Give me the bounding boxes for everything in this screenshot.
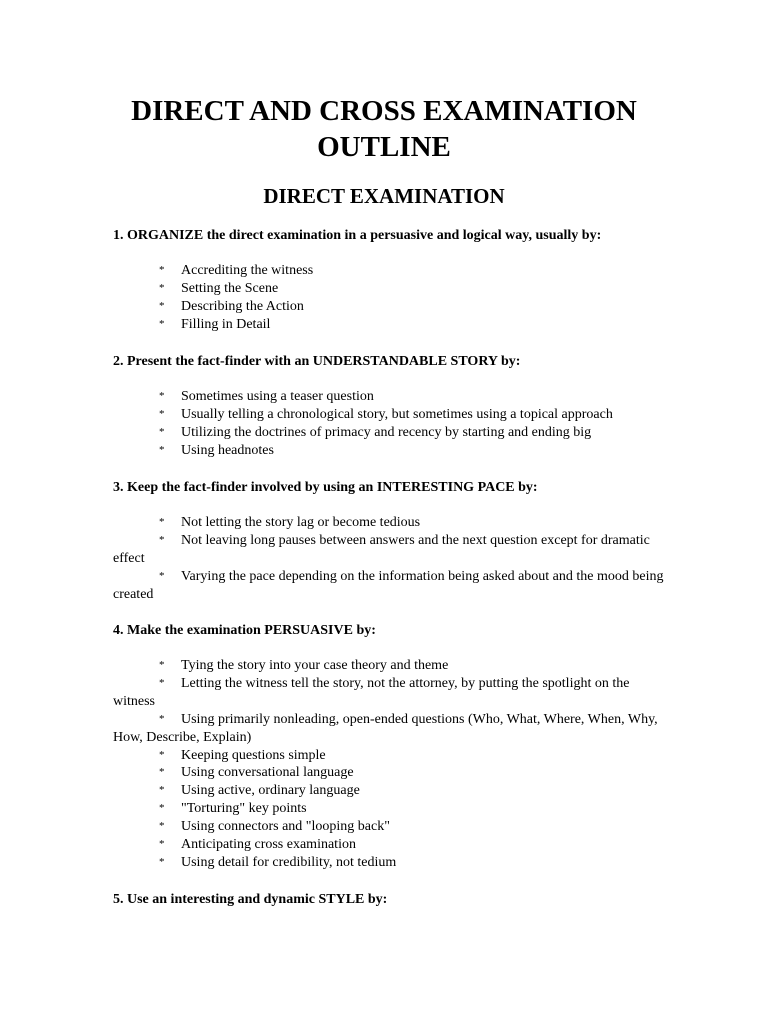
asterisk-bullet-icon: * xyxy=(159,766,165,779)
bullet-list xyxy=(113,262,673,334)
list-item: * Usually telling a chronological story, but sometimes using a topical approach xyxy=(159,406,613,422)
asterisk-bullet-icon: * xyxy=(159,407,165,420)
asterisk-bullet-icon: * xyxy=(159,425,165,438)
list-item: * Using connectors and "looping back" xyxy=(159,819,390,835)
list-item: * "Torturing" key points xyxy=(159,801,307,817)
asterisk-bullet-icon: * xyxy=(159,712,165,725)
asterisk-bullet-icon: * xyxy=(159,659,165,671)
asterisk-bullet-icon: * xyxy=(159,533,165,546)
list-item: * Varying the pace depending on the information being asked about and the mood being created xyxy=(113,568,664,602)
outline-section-5 xyxy=(113,891,673,909)
list-item: * Utilizing the doctrines of primacy and recency by starting and ending big xyxy=(159,424,592,440)
document-title xyxy=(0,93,768,165)
asterisk-bullet-icon: * xyxy=(159,569,165,582)
list-item: * Tying the story into your case theory and theme xyxy=(159,658,449,673)
list-item: * Using headnotes xyxy=(159,442,274,458)
list-item: * Accrediting the witness xyxy=(159,263,314,278)
outline-section-3 xyxy=(113,479,673,604)
list-item: * Not letting the story lag or become tedious xyxy=(159,515,421,530)
bullet-list xyxy=(113,657,673,872)
asterisk-bullet-icon: * xyxy=(159,443,165,456)
outline-section-1 xyxy=(113,227,673,334)
outline-section-2 xyxy=(113,353,673,460)
section-heading: 2. Present the fact-finder with an UNDERSTANDABLE STORY by: xyxy=(113,354,521,369)
list-item: * Keeping questions simple xyxy=(159,747,326,763)
list-item: * Describing the Action xyxy=(159,298,304,314)
asterisk-bullet-icon: * xyxy=(159,516,165,528)
asterisk-bullet-icon: * xyxy=(159,676,165,689)
section-heading: 3. Keep the fact-finder involved by using an INTERESTING PACE by: xyxy=(113,480,538,495)
section-title: DIRECT EXAMINATION xyxy=(263,184,505,208)
list-item: * Anticipating cross examination xyxy=(159,837,356,853)
section-heading: 1. ORGANIZE the direct examination in a persuasive and logical way, usually by: xyxy=(113,228,602,243)
list-item: * Using conversational language xyxy=(159,765,354,781)
asterisk-bullet-icon: * xyxy=(159,855,165,868)
title-line-2: OUTLINE xyxy=(317,131,451,163)
list-item: * Using detail for credibility, not tedium xyxy=(159,854,397,870)
asterisk-bullet-icon: * xyxy=(159,299,165,312)
outline-section-4 xyxy=(113,622,673,872)
list-item: * Letting the witness tell the story, not the attorney, by putting the spotlight on the witness xyxy=(113,675,630,709)
list-item: * Setting the Scene xyxy=(159,280,279,296)
bullet-list xyxy=(113,514,673,604)
asterisk-bullet-icon: * xyxy=(159,838,165,851)
section-heading: 4. Make the examination PERSUASIVE by: xyxy=(113,623,376,638)
asterisk-bullet-icon: * xyxy=(159,264,165,276)
asterisk-bullet-icon: * xyxy=(159,784,165,797)
asterisk-bullet-icon: * xyxy=(159,390,165,402)
list-item: * Using primarily nonleading, open-ended questions (Who, What, Where, When, Why, How, Describe, Explain) xyxy=(113,711,658,745)
list-item: * Sometimes using a teaser question xyxy=(159,389,374,404)
asterisk-bullet-icon: * xyxy=(159,317,165,330)
asterisk-bullet-icon: * xyxy=(159,802,165,815)
list-item: * Using active, ordinary language xyxy=(159,783,360,799)
section-heading: 5. Use an interesting and dynamic STYLE by: xyxy=(113,892,388,907)
title-line-1: DIRECT AND CROSS EXAMINATION xyxy=(131,95,637,127)
asterisk-bullet-icon: * xyxy=(159,281,165,294)
list-item: * Not leaving long pauses between answers and the next question except for dramatic effect xyxy=(113,532,650,566)
bullet-list xyxy=(113,388,673,460)
asterisk-bullet-icon: * xyxy=(159,748,165,761)
list-item: * Filling in Detail xyxy=(159,316,271,332)
asterisk-bullet-icon: * xyxy=(159,820,165,833)
